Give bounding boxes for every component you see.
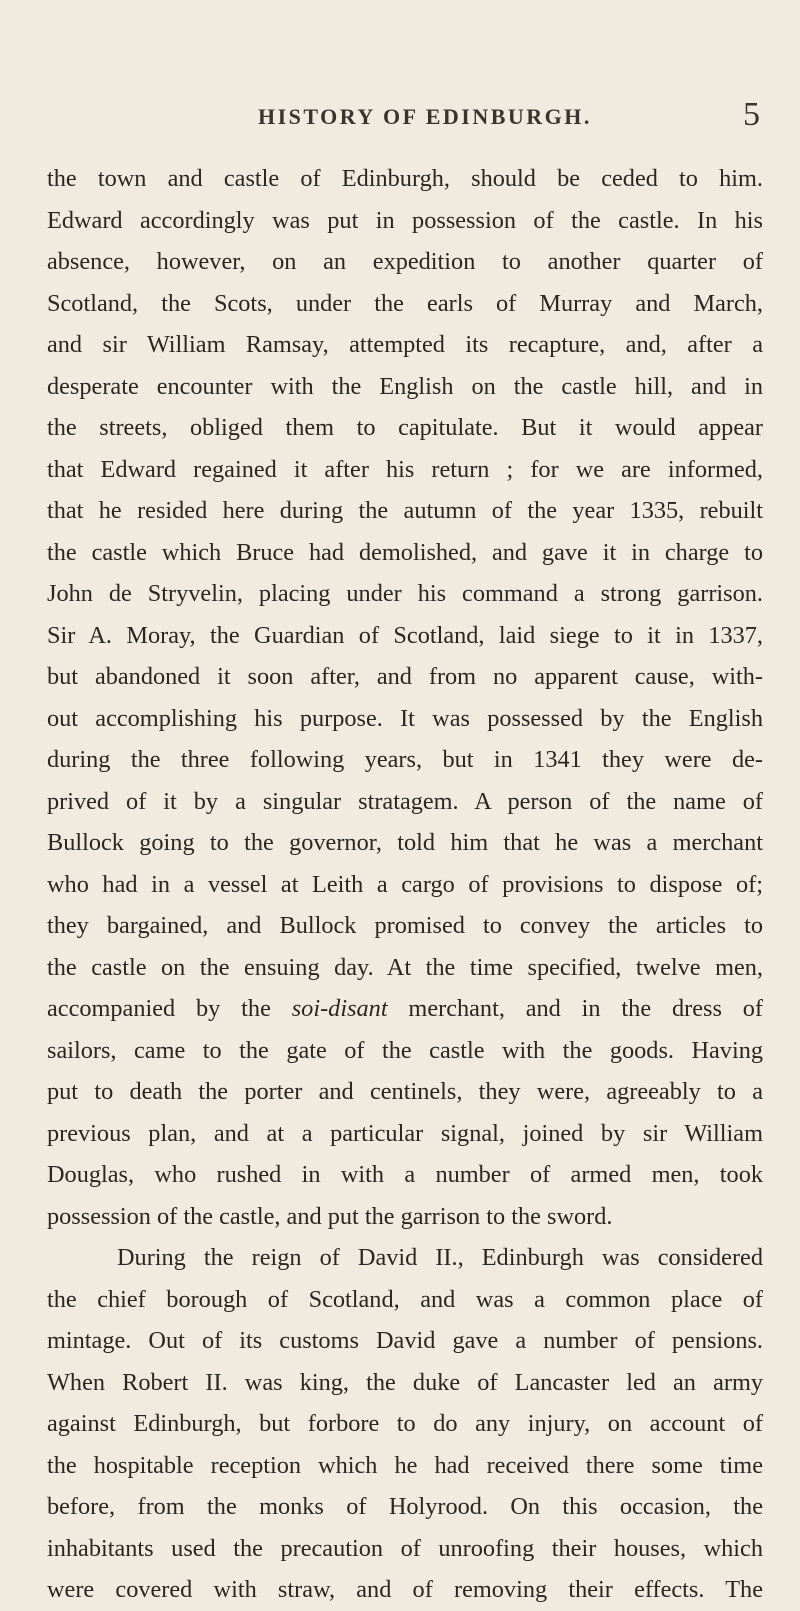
- text-line: sailors, came to the gate of the castle with the goods. Having: [47, 1036, 763, 1064]
- text-line: Sir A. Moray, the Guardian of Scotland, laid siege to it in 1337,: [47, 621, 763, 649]
- text-line: Edward accordingly was put in possession of the castle. In his: [47, 206, 763, 234]
- page-number: 5: [743, 96, 760, 133]
- text-line: Bullock going to the governor, told him that he was a merchant: [47, 829, 763, 856]
- text-line: John de Stryvelin, placing under his command a strong garrison.: [47, 580, 763, 607]
- text-line: During the reign of David II., Edinburgh was considered: [117, 1244, 763, 1271]
- text-line: Scotland, the Scots, under the earls of Murray and March,: [47, 289, 763, 317]
- text-line: desperate encounter with the English on the castle hill, and in: [47, 372, 763, 400]
- text-line: they bargained, and Bullock promised to convey the articles to: [47, 912, 763, 939]
- text-line: Douglas, who rushed in with a number of armed men, took: [47, 1161, 763, 1188]
- text-line: accompanied by the soi-disant merchant, and in the dress of: [47, 995, 764, 1022]
- text-line: but abandoned it soon after, and from no apparent cause, with-: [47, 663, 763, 690]
- text-line: were covered with straw, and of removing their effects. The: [47, 1576, 763, 1603]
- text-line: before, from the monks of Holyrood. On this occasion, the: [47, 1493, 763, 1520]
- italic-phrase: soi-disant: [291, 995, 388, 1022]
- text-line: the castle on the ensuing day. At the time specified, twelve men,: [47, 953, 763, 981]
- text-line: the castle which Bruce had demolished, and gave it in charge to: [47, 538, 763, 566]
- text-line: previous plan, and at a particular signal, joined by sir William: [47, 1119, 763, 1147]
- text-line: that Edward regained it after his return ; for we are informed,: [47, 455, 763, 483]
- text-line: put to death the porter and centinels, they were, agreeably to a: [47, 1078, 763, 1105]
- text-line: possession of the castle, and put the garrison to the sword.: [47, 1202, 613, 1230]
- text-line: inhabitants used the precaution of unroofing their houses, which: [47, 1534, 763, 1562]
- text-line: that he resided here during the autumn of the year 1335, rebuilt: [47, 497, 763, 524]
- text-line: and sir William Ramsay, attempted its recapture, and, after a: [47, 331, 763, 358]
- text-line: the hospitable reception which he had received there some time: [47, 1451, 763, 1479]
- text-line: out accomplishing his purpose. It was possessed by the English: [47, 704, 763, 732]
- body-text: [47, 158, 763, 1611]
- text-line: the streets, obliged them to capitulate. But it would appear: [47, 414, 763, 441]
- text-line: the town and castle of Edinburgh, should be ceded to him.: [47, 165, 763, 192]
- running-title: HISTORY OF EDINBURGH.: [258, 104, 592, 129]
- text-line: during the three following years, but in 1341 they were de-: [47, 746, 763, 773]
- text-line: the chief borough of Scotland, and was a common place of: [47, 1285, 763, 1313]
- page-header: [0, 96, 800, 144]
- text-line: against Edinburgh, but forbore to do any injury, on account of: [47, 1410, 763, 1437]
- text-line: absence, however, on an expedition to another quarter of: [47, 248, 763, 275]
- text-line: mintage. Out of its customs David gave a number of pensions.: [47, 1327, 763, 1354]
- text-line: prived of it by a singular stratagem. A person of the name of: [47, 787, 763, 815]
- text-line: who had in a vessel at Leith a cargo of provisions to dispose of;: [47, 870, 763, 898]
- text-line: When Robert II. was king, the duke of Lancaster led an army: [47, 1368, 763, 1396]
